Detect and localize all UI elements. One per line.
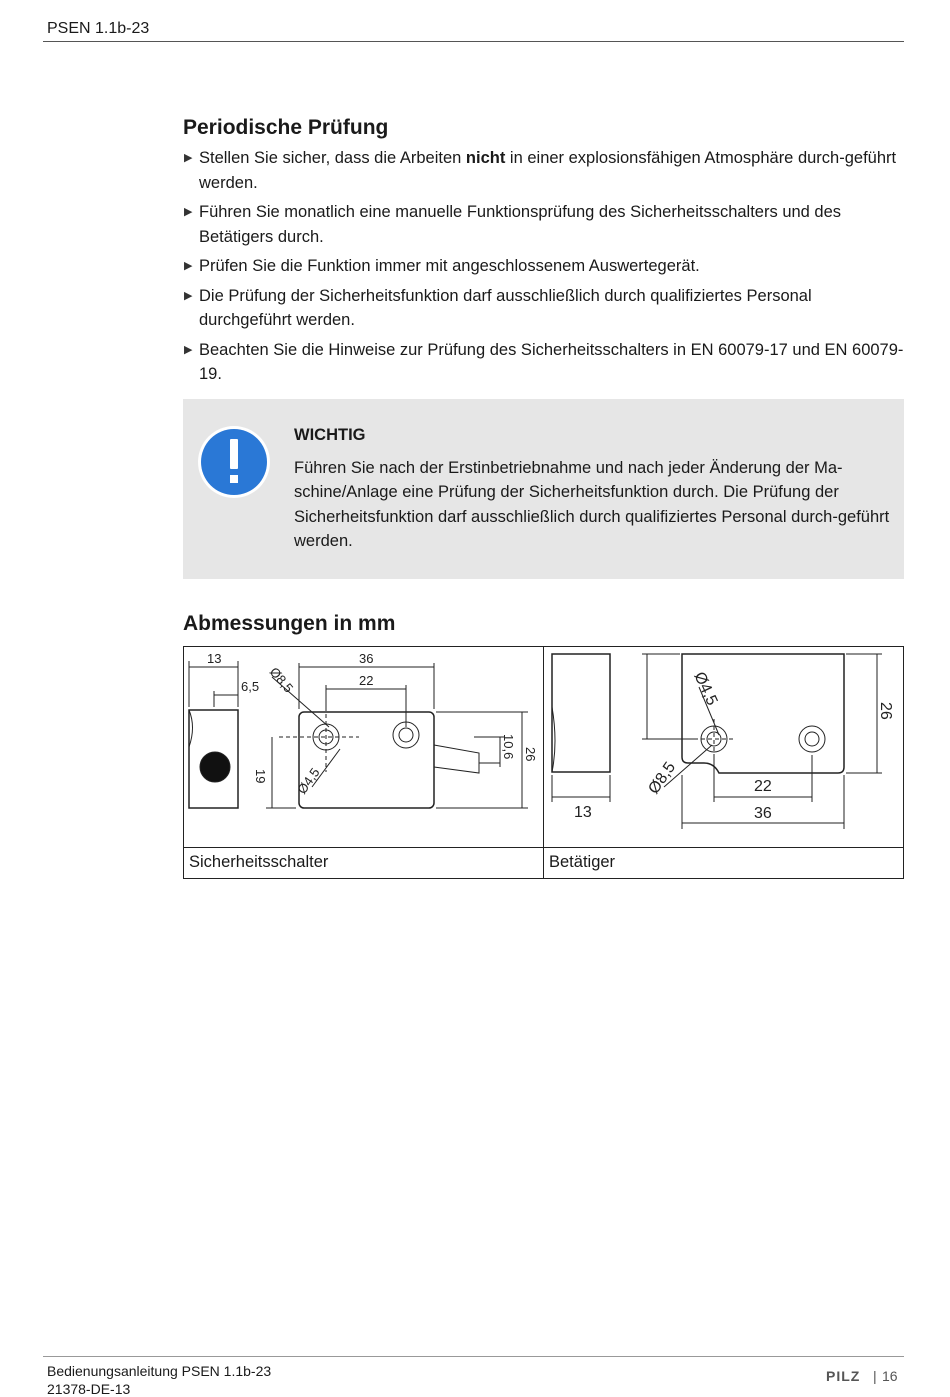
header-title: PSEN 1.1b-23 [47,20,150,37]
footer-manual-title: Bedienungsanleitung PSEN 1.1b-23 [47,1363,272,1379]
bullet-arrow-icon: ▶ [184,343,193,356]
footer-doc-number: 21378-DE-13 [47,1381,131,1397]
brand-logo: PILZ [826,1368,861,1384]
switch-label: Sicherheitsschalter [184,847,544,878]
actuator-label: Betätiger [544,847,904,878]
bullet-arrow-icon: ▶ [184,260,193,272]
section-title-periodic-test: Periodische Prüfung [183,116,389,139]
dim-label-diameter-4-5: Ø4,5 [294,764,323,797]
dim-label-13: 13 [207,650,222,666]
page-number: 16 [882,1368,898,1384]
exclamation-icon [197,425,271,499]
bullet-arrow-icon: ▶ [184,289,193,302]
notice-title: WICHTIG [294,425,366,444]
dim-label-36: 36 [754,804,772,822]
dim-label-13: 13 [574,803,592,821]
footer-separator: | [873,1368,877,1384]
bullet-list [183,146,904,387]
bullet-arrow-icon: ▶ [184,206,193,218]
dim-label-diameter-4-5: Ø4,5 [690,669,721,708]
dim-label-36: 36 [359,650,374,666]
dim-label-diameter-8-5: Ø8,5 [266,663,297,696]
dim-label-22: 22 [359,672,374,688]
dim-label-19: 19 [253,768,268,783]
dim-label-diameter-8-5: Ø8,5 [645,758,680,797]
list-item: ▶ Beachten Sie die Hinweise zur Prüfung des Sicherheitsschalters in EN 60079-17 und EN 60079-19. [183,338,904,387]
actuator-drawing-cell [544,646,904,847]
list-item: ▶ Führen Sie monatlich eine manuelle Funktionsprüfung des Sicherheitsschalters und des Betätigers durch. [183,200,904,249]
dim-label-10-6: 10,6 [501,733,516,759]
dimensions-table [183,646,904,879]
header-rule [43,41,904,42]
list-item: ▶ Die Prüfung der Sicherheitsfunktion darf ausschließlich durch qualifiziertes Personal durchgeführt werden. [183,284,904,333]
bullet-arrow-icon: ▶ [184,152,193,164]
section-title-dimensions: Abmessungen in mm [183,611,396,635]
dim-label-22: 22 [754,777,772,795]
important-notice-box [183,399,904,579]
main-content [183,116,904,879]
list-item: ▶ Stellen Sie sicher, dass die Arbeiten nicht in einer explosionsfähigen Atmosphäre durch-geführt werden. [183,146,904,195]
dim-label-6-5: 6,5 [241,678,260,694]
switch-drawing-cell [184,646,544,847]
list-item: ▶ Prüfen Sie die Funktion immer mit angeschlossenem Auswertegerät. [183,254,904,279]
switch-dimension-drawing [184,647,543,842]
dim-label-26: 26 [877,701,894,720]
actuator-dimension-drawing [544,647,903,842]
dim-label-26: 26 [523,746,538,761]
notice-text: Führen Sie nach der Erstinbetriebnahme und nach jeder Änderung der Ma-schine/Anlage eine Prüfung der Sicherheitsfunktion durch. Die Prüfung der Sicherheitsfunktion darf ausschließlich durch qualifiziertes Personal durch-geführt werden. [294,458,890,550]
footer-rule [43,1356,904,1357]
